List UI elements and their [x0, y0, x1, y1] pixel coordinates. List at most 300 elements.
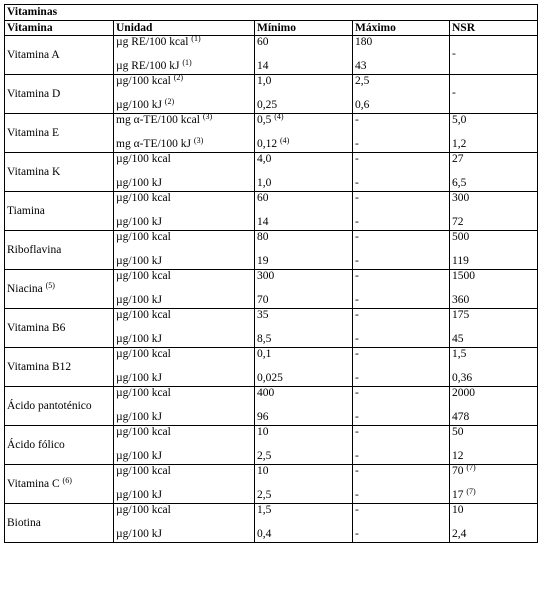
cell-line	[257, 294, 350, 307]
minimo-cell-content	[255, 231, 352, 269]
vitamin-name: Ácido fólico	[7, 439, 65, 451]
vitamin-name-cell	[5, 348, 114, 387]
cell-text: 400	[257, 387, 275, 399]
vitamin-name: Vitamina K	[7, 166, 61, 178]
maximo-cell-content	[353, 36, 449, 74]
footnote-ref: (1)	[191, 34, 201, 43]
nsr-cell	[450, 231, 538, 270]
column-header-minimo: Mínimo	[255, 21, 353, 36]
cell-line	[355, 348, 447, 361]
cell-line	[355, 255, 447, 268]
cell-text: µg/100 kJ	[116, 528, 162, 540]
vitamin-name-cell	[5, 36, 114, 75]
unit-cell-content	[114, 192, 254, 230]
minimo-cell	[255, 36, 353, 75]
cell-line	[257, 231, 350, 244]
cell-text: µg/100 kcal	[116, 387, 171, 399]
maximo-cell	[353, 192, 450, 231]
table-row	[5, 348, 538, 387]
cell-text: µg/100 kJ	[116, 177, 162, 189]
cell-line	[355, 177, 447, 190]
cell-text: -	[355, 426, 359, 438]
minimo-cell	[255, 387, 353, 426]
cell-text: -	[355, 294, 359, 306]
cell-text: 5,0	[452, 114, 467, 126]
table-row	[5, 114, 538, 153]
vitamins-table	[4, 4, 538, 543]
unit-cell-content	[114, 153, 254, 191]
cell-text: µg/100 kcal	[116, 192, 171, 204]
vitamin-name-cell	[5, 465, 114, 504]
cell-line	[257, 504, 350, 517]
cell-text: µg/100 kcal	[116, 348, 171, 360]
unit-cell	[114, 504, 255, 543]
table-row	[5, 270, 538, 309]
minimo-cell	[255, 270, 353, 309]
cell-text: 50	[452, 426, 464, 438]
cell-text: 300	[452, 192, 470, 204]
unit-cell	[114, 231, 255, 270]
cell-line	[355, 489, 447, 502]
unit-cell	[114, 465, 255, 504]
table-row	[5, 36, 538, 75]
nsr-cell	[450, 504, 538, 543]
cell-text: 0,36	[452, 372, 473, 384]
cell-line	[355, 309, 447, 322]
cell-line	[116, 75, 252, 88]
table-body	[5, 36, 538, 543]
nsr-cell	[450, 192, 538, 231]
unit-cell	[114, 114, 255, 153]
minimo-cell-content	[255, 75, 352, 113]
nsr-cell-content	[450, 270, 537, 308]
vitamin-name: Biotina	[7, 517, 41, 529]
cell-line	[257, 387, 350, 400]
unit-cell	[114, 309, 255, 348]
column-header-unidad: Unidad	[114, 21, 255, 36]
maximo-cell-content	[353, 348, 449, 386]
cell-line	[355, 372, 447, 385]
cell-text: µg/100 kcal	[116, 426, 171, 438]
cell-line	[355, 411, 447, 424]
maximo-cell	[353, 75, 450, 114]
cell-text: -	[355, 270, 359, 282]
minimo-cell-content	[255, 36, 352, 74]
cell-text: µg/100 kcal	[116, 270, 171, 282]
cell-text: 70	[452, 465, 464, 477]
footnote-ref: (2)	[173, 73, 184, 82]
maximo-cell-content	[353, 75, 449, 113]
maximo-cell	[353, 153, 450, 192]
nsr-cell	[450, 114, 538, 153]
cell-line	[452, 138, 535, 151]
cell-line	[355, 450, 447, 463]
cell-text: µg/100 kcal	[116, 504, 171, 516]
vitamin-name-cell	[5, 309, 114, 348]
cell-text: -	[355, 450, 359, 462]
cell-text: 300	[257, 270, 275, 282]
cell-line	[116, 270, 252, 283]
cell-text: µg RE/100 kJ	[116, 60, 180, 72]
nsr-cell-content	[450, 504, 537, 542]
nsr-cell	[450, 465, 538, 504]
cell-text: 4,0	[257, 153, 272, 165]
cell-line	[452, 177, 535, 190]
unit-cell-content	[114, 504, 254, 542]
vitamin-name-cell	[5, 192, 114, 231]
cell-line	[257, 465, 350, 478]
vitamin-name-cell	[5, 153, 114, 192]
cell-line	[116, 114, 252, 127]
minimo-cell-content	[255, 387, 352, 425]
maximo-cell	[353, 36, 450, 75]
vitamin-name-cell	[5, 387, 114, 426]
maximo-cell-content	[353, 465, 449, 503]
cell-line	[116, 231, 252, 244]
nsr-cell-content	[450, 114, 537, 152]
cell-line	[452, 309, 535, 322]
cell-line	[257, 114, 350, 127]
cell-text: 2,5	[257, 450, 272, 462]
table-row	[5, 153, 538, 192]
cell-line	[257, 75, 350, 88]
maximo-cell-content	[353, 114, 449, 152]
nsr-cell-content	[450, 231, 537, 269]
cell-line	[452, 333, 535, 346]
cell-line	[355, 426, 447, 439]
cell-text: 0,6	[355, 99, 370, 111]
cell-text: 119	[452, 255, 469, 267]
footnote-ref: (1)	[182, 58, 192, 67]
cell-line	[257, 216, 350, 229]
minimo-cell	[255, 348, 353, 387]
cell-line	[257, 177, 350, 190]
cell-text: 17	[452, 489, 464, 501]
cell-line	[452, 504, 535, 517]
cell-line	[257, 153, 350, 166]
cell-line	[257, 348, 350, 361]
cell-line	[116, 465, 252, 478]
cell-text: -	[355, 114, 359, 126]
cell-line	[257, 333, 350, 346]
cell-line	[355, 504, 447, 517]
vitamin-name: Ácido pantoténico	[7, 400, 92, 412]
cell-text: mg α-TE/100 kJ	[116, 138, 192, 150]
vitamin-name-cell	[5, 504, 114, 543]
vitamin-name-cell	[5, 231, 114, 270]
cell-text: 80	[257, 231, 269, 243]
cell-text: 2000	[452, 387, 475, 399]
cell-line	[116, 426, 252, 439]
cell-line	[116, 177, 252, 190]
cell-text: -	[355, 216, 359, 228]
unit-cell	[114, 75, 255, 114]
cell-line	[257, 372, 350, 385]
cell-text: µg/100 kJ	[116, 99, 162, 111]
cell-line	[116, 489, 252, 502]
maximo-cell-content	[353, 426, 449, 464]
cell-text: -	[355, 153, 359, 165]
cell-line	[452, 114, 535, 127]
cell-line	[257, 192, 350, 205]
minimo-cell	[255, 504, 353, 543]
cell-text: 43	[355, 60, 367, 72]
cell-text: 45	[452, 333, 464, 345]
cell-text: 1,5	[257, 504, 272, 516]
cell-text: µg/100 kJ	[116, 489, 162, 501]
table-head	[5, 5, 538, 36]
cell-line	[355, 153, 447, 166]
cell-line	[257, 255, 350, 268]
unit-cell-content	[114, 387, 254, 425]
nsr-cell	[450, 309, 538, 348]
cell-text: 0,5	[257, 114, 272, 126]
unit-cell	[114, 270, 255, 309]
table-row	[5, 192, 538, 231]
cell-line	[452, 465, 535, 478]
maximo-cell-content	[353, 153, 449, 191]
cell-line	[452, 216, 535, 229]
cell-line	[257, 99, 350, 112]
maximo-cell-content	[353, 270, 449, 308]
cell-text: mg α-TE/100 kcal	[116, 114, 200, 126]
cell-text: -	[355, 255, 359, 267]
cell-line	[452, 294, 535, 307]
cell-line	[452, 192, 535, 205]
cell-text: -	[355, 387, 359, 399]
cell-line	[257, 270, 350, 283]
unit-cell-content	[114, 75, 254, 113]
unit-cell	[114, 348, 255, 387]
maximo-cell	[353, 504, 450, 543]
cell-text: 0,4	[257, 528, 272, 540]
cell-line	[116, 294, 252, 307]
minimo-cell	[255, 75, 353, 114]
unit-cell-content	[114, 348, 254, 386]
nsr-cell-content	[450, 426, 537, 464]
cell-line	[452, 387, 535, 400]
cell-line	[257, 309, 350, 322]
cell-text: 60	[257, 36, 269, 48]
cell-line	[116, 372, 252, 385]
cell-text: µg/100 kJ	[116, 411, 162, 423]
cell-line	[257, 60, 350, 73]
cell-line	[355, 99, 447, 112]
cell-line	[452, 528, 535, 541]
maximo-cell-content	[353, 504, 449, 542]
cell-text: 1,0	[257, 177, 272, 189]
nsr-cell-content	[450, 153, 537, 191]
cell-text: 96	[257, 411, 269, 423]
cell-text: 12	[452, 450, 464, 462]
unit-cell-content	[114, 309, 254, 347]
cell-line	[452, 372, 535, 385]
cell-line	[452, 231, 535, 244]
cell-text: -	[355, 177, 359, 189]
nsr-cell-content	[450, 387, 537, 425]
cell-text: -	[355, 372, 359, 384]
column-header-nsr: NSR	[450, 21, 538, 36]
cell-line	[355, 192, 447, 205]
cell-line	[355, 270, 447, 283]
cell-text: -	[355, 348, 359, 360]
cell-text: 1,0	[257, 75, 272, 87]
cell-line	[116, 153, 252, 166]
cell-text: -	[355, 192, 359, 204]
maximo-cell	[353, 270, 450, 309]
cell-line	[257, 489, 350, 502]
cell-text: 2,5	[257, 489, 272, 501]
cell-text: 2,5	[355, 75, 370, 87]
cell-line	[257, 36, 350, 49]
vitamin-name: Niacina	[7, 283, 43, 295]
cell-line	[355, 231, 447, 244]
vitamin-name: Tiamina	[7, 205, 45, 217]
minimo-cell	[255, 192, 353, 231]
maximo-cell	[353, 348, 450, 387]
cell-line	[116, 192, 252, 205]
cell-line	[355, 387, 447, 400]
unit-cell-content	[114, 465, 254, 503]
cell-text: 1,2	[452, 138, 467, 150]
maximo-cell	[353, 426, 450, 465]
cell-line	[355, 294, 447, 307]
nsr-cell-content	[450, 465, 537, 503]
cell-line	[355, 333, 447, 346]
minimo-cell-content	[255, 153, 352, 191]
cell-text: 2,4	[452, 528, 467, 540]
cell-text: µg/100 kJ	[116, 372, 162, 384]
vitamin-name-cell	[5, 114, 114, 153]
maximo-cell	[353, 309, 450, 348]
cell-text: 72	[452, 216, 464, 228]
cell-text: µg/100 kcal	[116, 309, 171, 321]
cell-line	[355, 36, 447, 49]
nsr-cell	[450, 153, 538, 192]
cell-text: 10	[452, 504, 464, 516]
maximo-cell-content	[353, 387, 449, 425]
cell-line	[116, 99, 252, 112]
cell-text: µg/100 kJ	[116, 333, 162, 345]
cell-text: 478	[452, 411, 470, 423]
cell-line	[116, 450, 252, 463]
cell-text: 35	[257, 309, 269, 321]
cell-line	[116, 504, 252, 517]
cell-text: -	[355, 465, 359, 477]
cell-text: µg/100 kcal	[116, 231, 171, 243]
unit-cell	[114, 153, 255, 192]
cell-text: 180	[355, 36, 373, 48]
vitamins-table-container	[4, 4, 537, 543]
maximo-cell-content	[353, 231, 449, 269]
cell-line	[257, 426, 350, 439]
cell-line	[257, 450, 350, 463]
vitamin-name: Vitamina D	[7, 88, 61, 100]
nsr-cell	[450, 75, 538, 114]
cell-text: 6,5	[452, 177, 467, 189]
column-header-vitamina: Vitamina	[5, 21, 114, 36]
maximo-cell	[353, 465, 450, 504]
cell-line	[452, 255, 535, 268]
minimo-cell-content	[255, 270, 352, 308]
table-row	[5, 426, 538, 465]
table-row	[5, 231, 538, 270]
cell-text: 10	[257, 426, 269, 438]
nsr-cell	[450, 387, 538, 426]
cell-line	[116, 528, 252, 541]
footnote-ref: (2)	[164, 97, 175, 106]
nsr-cell-content	[450, 36, 537, 74]
cell-line	[116, 60, 252, 73]
nsr-cell	[450, 348, 538, 387]
cell-line	[355, 114, 447, 127]
minimo-cell	[255, 465, 353, 504]
cell-line	[257, 138, 350, 151]
cell-line	[355, 216, 447, 229]
cell-text: 0,25	[257, 99, 278, 111]
footnote-ref: (6)	[62, 476, 72, 485]
cell-line	[257, 411, 350, 424]
cell-line	[116, 333, 252, 346]
maximo-cell	[353, 231, 450, 270]
cell-text: µg/100 kcal	[116, 153, 171, 165]
section-title-row	[5, 5, 538, 21]
table-row	[5, 504, 538, 543]
cell-line	[452, 450, 535, 463]
cell-line	[355, 138, 447, 151]
footnote-ref: (4)	[280, 136, 290, 145]
cell-text: 14	[257, 60, 269, 72]
nsr-cell-content	[450, 192, 537, 230]
table-row	[5, 465, 538, 504]
cell-line	[452, 411, 535, 424]
table-row	[5, 387, 538, 426]
cell-text: 360	[452, 294, 470, 306]
nsr-cell-content	[450, 309, 537, 347]
cell-text: µg/100 kJ	[116, 255, 162, 267]
vitamin-name: Vitamina B12	[7, 361, 72, 373]
cell-text: 1500	[452, 270, 475, 282]
footnote-ref: (4)	[274, 112, 284, 121]
minimo-cell-content	[255, 426, 352, 464]
cell-text: 19	[257, 255, 269, 267]
cell-line	[452, 426, 535, 439]
cell-text: -	[355, 504, 359, 516]
cell-text: -	[355, 333, 359, 345]
cell-line	[452, 348, 535, 361]
nsr-cell	[450, 426, 538, 465]
minimo-cell-content	[255, 114, 352, 152]
cell-line	[116, 309, 252, 322]
maximo-cell	[353, 387, 450, 426]
cell-text: -	[355, 528, 359, 540]
minimo-cell-content	[255, 348, 352, 386]
minimo-cell	[255, 309, 353, 348]
cell-line	[452, 270, 535, 283]
cell-line	[452, 489, 535, 502]
vitamin-name: Riboflavina	[7, 244, 62, 256]
footnote-ref: (7)	[466, 487, 476, 496]
cell-text: 60	[257, 192, 269, 204]
cell-text: -	[355, 138, 359, 150]
column-header-row	[5, 21, 538, 36]
maximo-cell-content	[353, 192, 449, 230]
unit-cell-content	[114, 36, 254, 74]
cell-line	[355, 528, 447, 541]
column-header-maximo: Máximo	[353, 21, 450, 36]
cell-text: µg/100 kJ	[116, 216, 162, 228]
unit-cell	[114, 36, 255, 75]
